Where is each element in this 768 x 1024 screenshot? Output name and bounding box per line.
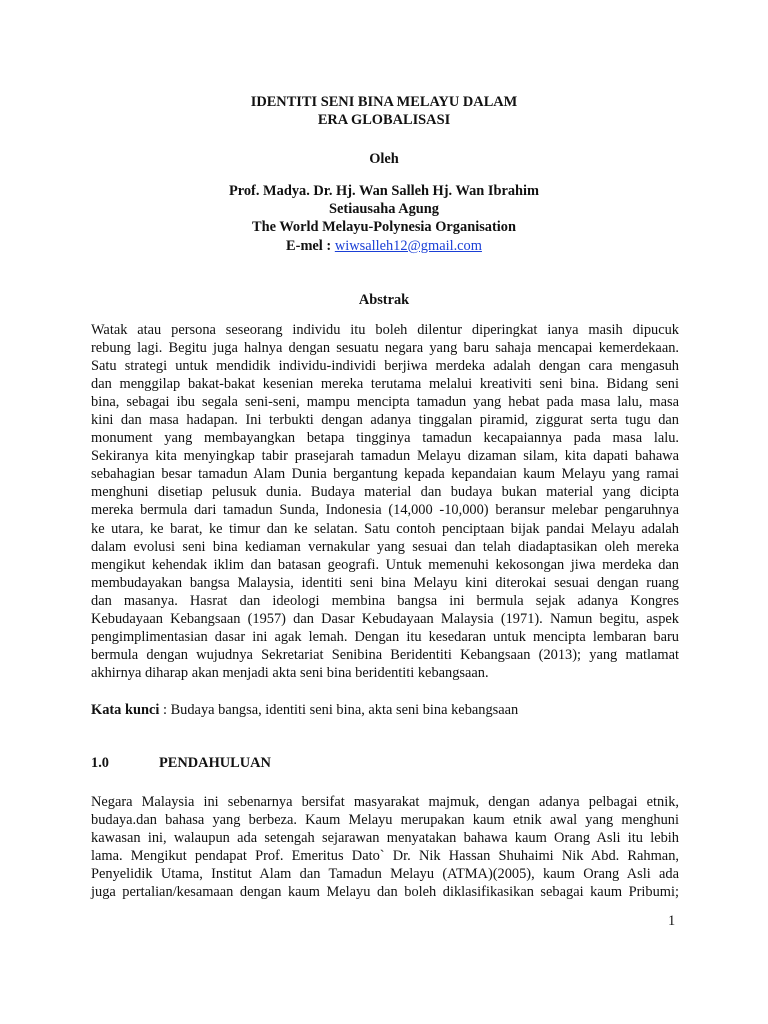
title-line-2: ERA GLOBALISASI: [317, 112, 451, 128]
author-email-line: [0, 237, 768, 255]
author-role: Setiausaha Agung: [329, 201, 439, 218]
document-title: [0, 93, 768, 129]
keywords-line: [91, 701, 518, 719]
intro-line: budaya.dan bahasa yang berbeza. Kaum Melayu merupakan kaum etnik awal yang menghuni: [91, 812, 679, 829]
title-line-1: IDENTITI SENI BINA MELAYU DALAM: [250, 94, 518, 110]
abstract-line: pengimplimentasian dasar ini agak lemah. Dengan itu kesedaran untuk mencipta lembaran baru: [91, 628, 679, 645]
intro-line: kawasan ini, walaupun ada setengah sejarawan menyatakan bahawa kaum Orang Asli itu lebih: [91, 830, 679, 847]
abstract-line: monument yang membayangkan betapa tingginya tamadun kecapaiannya pada masa lalu.: [91, 430, 679, 447]
abstract-line: akhirnya diharap akan menjadi akta seni bina beridentiti kebangsaan.: [91, 664, 489, 681]
abstract-line: kini dan masa hadapan. Ini terbukti dengan adanya tinggalan piramid, ziggurat serta tugu dan: [91, 412, 679, 429]
intro-line: juga pertalian/kesamaan dengan kaum Melayu dan boleh diklasifikasikan sebagai kaum Pribumi;: [91, 884, 679, 901]
intro-line: Penyelidik Utama, Institut Alam dan Tamadun Melayu (ATMA)(2005), kaum Orang Asli ada: [91, 866, 679, 883]
keywords-text: : Budaya bangsa, identiti seni bina, akta seni bina kebangsaan: [159, 702, 519, 718]
intro-line: Negara Malaysia ini sebenarnya bersifat masyarakat majmuk, dengan adanya pelbagai etnik,: [91, 794, 679, 810]
abstract-paragraph: [91, 321, 679, 682]
section-title: PENDAHULUAN: [159, 755, 271, 771]
keywords-label: Kata kunci: [91, 702, 160, 718]
abstract-line: bina, sebagai ibu segala seni-seni, mampu mencipta tamadun yang hebat pada masa lalu, masa: [91, 394, 679, 411]
abstract-line: mereka bermula dari tamadun Sunda, Indonesia (14,000 -10,000) beransur melebar pengaruhnya: [91, 502, 679, 519]
email-link[interactable]: wiwsalleh12@gmail.com: [334, 237, 482, 254]
intro-paragraph: [91, 793, 679, 901]
author-block: [0, 182, 768, 255]
section-number: 1.0: [91, 755, 109, 771]
abstract-heading: Abstrak: [358, 292, 410, 308]
abstract-line: Watak atau persona seseorang individu itu boleh dilentur diperingkat ianya masih dipucuk: [91, 322, 679, 338]
page-number: 1: [668, 913, 676, 929]
email-label: E-mel :: [286, 237, 335, 254]
abstract-line: dalam evolusi seni bina kediaman vernakular yang sesuai dan telah diadaptasikan oleh mereka: [91, 538, 679, 555]
abstract-line: mengikut kehendak iklim dan batasan geografi. Untuk memenuhi kekosongan jiwa merdeka dan: [91, 556, 679, 573]
author-name: Prof. Madya. Dr. Hj. Wan Salleh Hj. Wan Ibrahim: [228, 183, 540, 199]
abstract-line: membudayakan bangsa Malaysia, identiti seni bina Melayu kini diterokai sesuai dengan ruang: [91, 574, 679, 591]
abstract-line: ke utara, ke barat, ke timur dan ke selatan. Satu contoh penciptaan bijak pandai Melayu adalah: [91, 520, 679, 537]
author-organisation: The World Melayu-Polynesia Organisation: [252, 219, 516, 236]
abstract-line: dan menggilap bakat-bakat kesenian mereka terutama melalui kreativiti seni bina. Bidang seni: [91, 376, 679, 393]
intro-line: lama. Mengikut pendapat Prof. Emeritus Dato` Dr. Nik Hassan Shuhaimi Nik Abd. Rahman,: [91, 848, 679, 865]
abstract-line: rebung lagi. Begitu juga halnya dengan sesuatu negara yang baru sahaja mencapai kemerdekaan.: [91, 340, 679, 357]
abstract-line: menghuni disetiap pelusuk dunia. Budaya material dan budaya bukan material yang dicipta: [91, 484, 679, 501]
abstract-line: Satu strategi untuk mendidik individu-individi berjiwa merdeka adalah dengan cara mengasuh: [91, 358, 679, 375]
abstract-line: Sekiranya kita menyingkap tabir prasejarah tamadun Melayu dizaman silam, kita dapati bahawa: [91, 448, 679, 465]
abstract-line: bermula dengan wujudnya Sekretariat Senibina Beridentiti Kebangsaan (2013); yang matlamat: [91, 646, 679, 663]
abstract-line: dan masanya. Hasrat dan ideologi membina bangsa ini bermula sejak adanya Kongres: [91, 592, 679, 609]
abstract-line: sebahagian besar tamadun Alam Dunia bergantung kepada kepandaian kaum Melayu yang ramai: [91, 466, 679, 483]
abstract-line: Kebudayaan Kebangsaan (1957) dan Dasar Kebudayaan Malaysia (1971). Namun begitu, aspek: [91, 610, 679, 627]
by-label: Oleh: [369, 151, 399, 167]
